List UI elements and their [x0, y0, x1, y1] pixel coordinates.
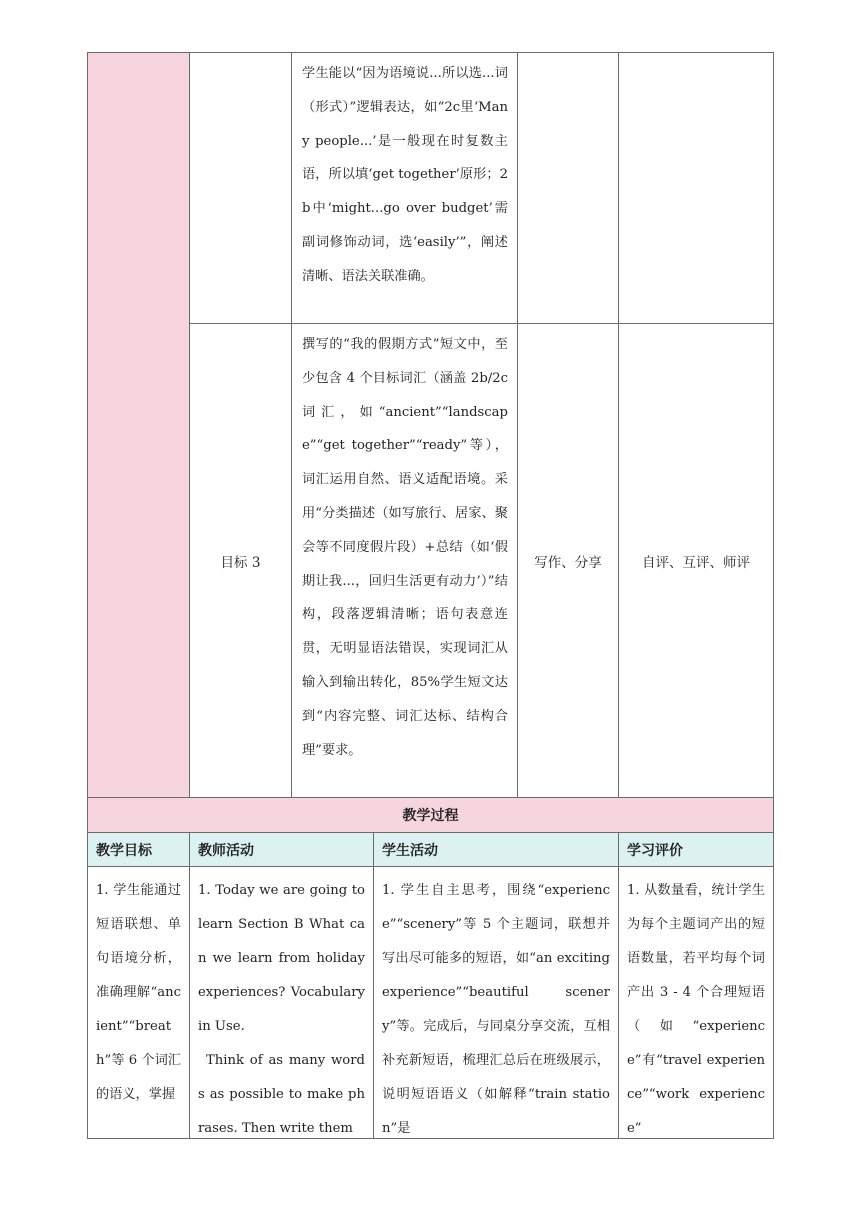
goal-cell-row2 [189, 323, 292, 798]
standard-cell-row2 [291, 323, 518, 798]
merged-category-cell [87, 52, 190, 798]
header-goal: 教学目标 [87, 832, 190, 867]
header-evaluation: 学习评价 [618, 832, 774, 867]
method-cell-row2 [517, 323, 619, 798]
process-goal-cell [87, 866, 190, 1139]
goal-label: 目标 3 [220, 554, 261, 571]
process-title: 教学过程 [87, 797, 774, 833]
process-teacher-cell [189, 866, 374, 1139]
method-label: 写作、分享 [534, 554, 602, 571]
header-student: 学生活动 [373, 832, 619, 867]
teacher-activity-2: Think of as many words as possible to make phrases. Then write them [198, 1053, 365, 1136]
standard-cell-row1 [291, 52, 518, 324]
process-student-cell [373, 866, 619, 1139]
standard-text-row2: 撰写的“我的假期方式”短文中，至少包含 4 个目标词汇（涵盖 2b/2c 词汇，如“ancient”“landscape”“get together”“ready”等），词汇运用自然、语义适配语境。采用“分类描述（如写旅行、居家、聚会等不同度假片段）+总结（如‘假期让我...，回归生活更有动力’）”结构，段落逻辑清晰；语句表意连贯，无明显语法错误，实现词汇从输入到输出转化，85%学生短文达到“内容完整、词汇达标、结构合理”要求。 [302, 337, 508, 758]
evaluation-cell-row1 [618, 52, 774, 324]
goal-cell-row1 [189, 52, 292, 324]
process-evaluation-cell [618, 866, 774, 1139]
process-evaluation-text: 1. 从数量看，统计学生为每个主题词产出的短语数量，若平均每个词产出 3 - 4 个合理短语（如“experience”有“travel experience”“work experience” [627, 883, 765, 1136]
teacher-activity-1: 1. Today we are going to learn Section B What can we learn from holiday experiences? Vocabulary in Use. [198, 883, 365, 1034]
header-teacher: 教师活动 [189, 832, 374, 867]
standard-text-row1: 学生能以“因为语境说...所以选...词（形式）”逻辑表达，如“2c里‘Many people...’是一般现在时复数主语，所以填‘get together’原形；2b中‘might...go over budget’需副词修饰动词，选‘easily’”，阐述清晰、语法关联准确。 [302, 66, 508, 284]
student-activity-text: 1. 学生自主思考，围绕“experience”“scenery”等 5 个主题词，联想并写出尽可能多的短语，如“an exciting experience”“beautiful scenery”等。完成后，与同桌分享交流，互相补充新短语，梳理汇总后在班级展示，说明短语语义（如解释“train station”是 [382, 883, 610, 1136]
evaluation-label: 自评、互评、师评 [642, 554, 750, 571]
method-cell-row1 [517, 52, 619, 324]
process-goal-text: 1. 学生能通过短语联想、单句语境分析，准确理解“ancient”“breath”等 6 个词汇的语义，掌握 [96, 883, 181, 1102]
evaluation-cell-row2 [618, 323, 774, 798]
